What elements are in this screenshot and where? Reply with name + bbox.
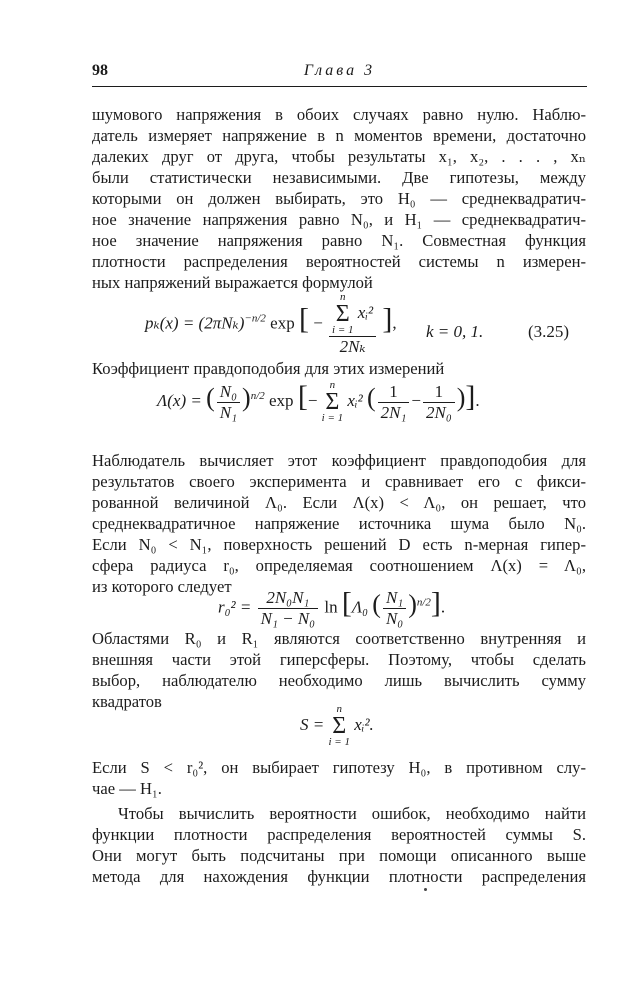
sum-lower: i = 1 [321, 412, 344, 424]
fraction-numerator: N₁ [383, 588, 406, 609]
sum-upper: n [340, 291, 346, 303]
equation-number: (3.25) [528, 322, 570, 341]
text-line: Областями R₀ и R₁ являются соответственно внутренняя и [92, 629, 586, 648]
formula-sum-squares: S = n Σ i = 1 xᵢ². [300, 703, 374, 748]
text-line: Они могут быть подсчитаны при помощи описанного выше [92, 846, 586, 865]
formula-radius: r₀² = $\frac{\text{2N₀N₁}}{\text{N₁ − N₀}}$ ln [Λ₀ ( $\frac{\text{N₁}}{\text{N₀}}$ )$^{n/2}$]. [218, 586, 446, 628]
text-line: Чтобы вычислить вероятности ошибок, необходимо найти [118, 804, 586, 823]
formula-exp: exp [269, 390, 294, 410]
chapter-title: Глава 3 [303, 62, 376, 79]
formula-exponent: n/2 [416, 596, 431, 609]
formula-ln: ln [324, 597, 338, 617]
fraction-denominator: 2N₁ [380, 402, 407, 422]
text-line: ное значение напряжения равно N₁. Совместная функция [92, 231, 586, 250]
fraction-denominator: 2N₀ [426, 402, 452, 422]
formula-exponent: −n/2 [244, 312, 266, 325]
fraction-numerator: 2N₀N₁ [258, 588, 318, 609]
fraction-denominator: N₁ − N₀ [260, 609, 316, 628]
formula-lhs: S = [300, 714, 329, 734]
formula-lhs: Λ(x) = [157, 390, 207, 410]
ink-speck [424, 888, 427, 891]
text-line: выбор, наблюдателю необходимо лишь вычислить сумму [92, 671, 586, 690]
text-line: внешняя части этой гиперсферы. Поэтому, чтобы сделать [92, 650, 586, 669]
text-line: которыми он должен выбирать, это H₀ — среднеквадратич- [92, 189, 586, 208]
formula-term: xᵢ² [357, 302, 374, 322]
text-line: среднеквадратичное напряжение источника шума было N₀. [92, 514, 586, 533]
text-line: рованной величиной Λ₀. Если Λ(x) < Λ₀, он решает, что [92, 493, 586, 512]
sum-lower: i = 1 [332, 324, 354, 336]
fraction-numerator: 1 [378, 382, 410, 403]
sum-upper: n [329, 379, 336, 391]
fraction-numerator: N₀ [217, 382, 240, 403]
formula-exp: exp [270, 313, 295, 333]
formula-term: xᵢ² [347, 390, 363, 410]
text-line: ных напряжений выражается формулой [92, 273, 373, 292]
page-number: 98 [92, 62, 108, 79]
sum-lower: i = 1 [328, 736, 350, 748]
text-line: Наблюдатель вычисляет этот коэффициент правдоподобия для [92, 451, 586, 470]
text-line: плотности распределения вероятностей системы n измерен- [92, 252, 586, 271]
text-line: сфера радиуса r₀, определяемая соотношением Λ(x) = Λ₀, [92, 556, 586, 575]
formula-lhs: r₀² = [218, 597, 256, 617]
formula-lambda0: Λ₀ [351, 597, 369, 617]
text-line: квадратов [92, 692, 162, 711]
fraction-denominator: N₀ [385, 609, 404, 628]
formula-term: xᵢ². [354, 714, 374, 734]
fraction-denominator: N₁ [219, 402, 238, 422]
text-line: функции плотности распределения вероятностей суммы S. [92, 825, 586, 844]
formula-likelihood-ratio: Λ(x) = ( $\frac{\text{N₀}}{\text{N₁}}$ )$^{n/2}$ exp [− n Σ i = 1 xᵢ² ( $\frac{1}{\text{2N₁}}$ − $\frac{1}{\text{2N₀}}$ )]. [157, 379, 480, 424]
sum-upper: n [336, 703, 342, 715]
page-header [92, 62, 587, 87]
text-line: Если S < r₀², он выбирает гипотезу H₀, в противном слу- [92, 758, 586, 777]
text-line: далеких друг от друга, чтобы результаты x₁, x₂, . . . , xₙ [92, 147, 586, 166]
text-line: из которого следует [92, 577, 232, 596]
fraction-numerator: 1 [423, 382, 455, 403]
formula-condition: k = 0, 1. [426, 322, 484, 341]
formula-exponent: n/2 [250, 389, 265, 402]
formula-3-25: $p_k(x) = (2\pi N_k)^{-n/2}$ exp [ − n Σ i = 1 xᵢ² 2Nₖ ], [145, 291, 397, 356]
text-line: были статистически независимыми. Две гипотезы, между [92, 168, 586, 187]
formula-lhs: pₖ(x) = (2πNₖ) [145, 313, 245, 333]
text-line: шумового напряжения в обоих случаях равно нулю. Наблю- [92, 105, 586, 124]
text-line: метода для нахождения функции плотности распределения [92, 867, 586, 886]
text-line: датель измеряет напряжение в n моментов времени, достаточно [92, 126, 586, 145]
text-line: результатов своего эксперимента и сравнивает его с фикси- [92, 472, 586, 491]
text-line: ное значение напряжения равно N₀, и H₁ — среднеквадратич- [92, 210, 586, 229]
formula-denominator: 2Nₖ [339, 337, 366, 356]
text-line: чае — H₁. [92, 779, 162, 798]
text-line: Если N₀ < N₁, поверхность решений D есть n-мерная гипер- [92, 535, 586, 554]
text-line: Коэффициент правдоподобия для этих измерений [92, 359, 445, 378]
